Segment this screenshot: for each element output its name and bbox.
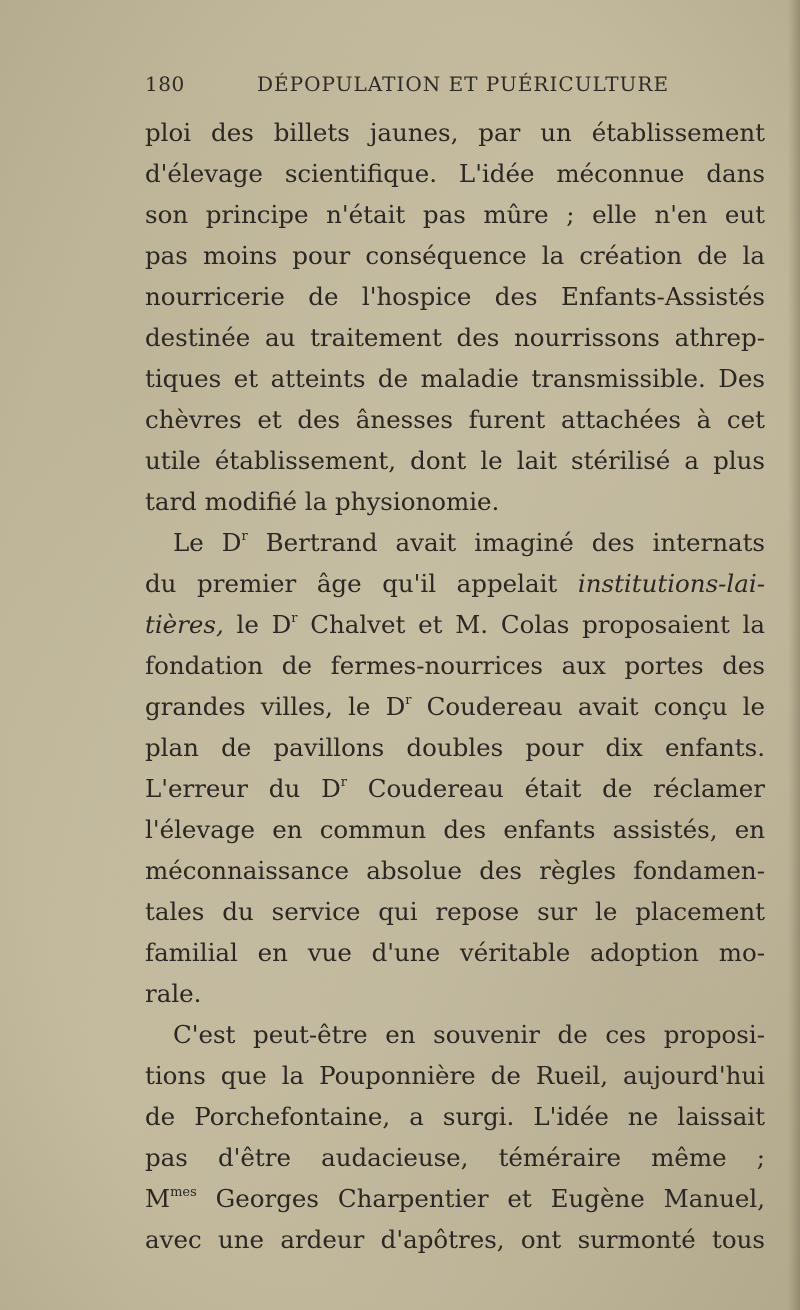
text-line: nourricerie de l'hospice des Enfants-Assistés (145, 282, 765, 311)
text-run: L'erreur du D (145, 774, 341, 803)
text-line: C'est peut-être en souvenir de ces proposi- (173, 1020, 765, 1049)
page-number: 180 (145, 72, 185, 96)
text-line: avec une ardeur d'apôtres, ont surmonté tous (145, 1225, 765, 1254)
text-run: Georges Charpentier et Eugène Manuel, (196, 1184, 765, 1213)
text-line: méconnaissance absolue des règles fondamen- (145, 856, 765, 885)
text-run: du premier âge qu'il appelait (145, 569, 578, 598)
superscript: r (405, 693, 412, 708)
superscript: mes (170, 1185, 197, 1200)
text-run: Coudereau était de réclamer (346, 774, 765, 803)
text-line: pas moins pour conséquence la création de la (145, 241, 765, 270)
text-line: tales du service qui repose sur le placement (145, 897, 765, 926)
text-line: utile établissement, dont le lait stérilisé a plus (145, 446, 765, 475)
text-line: rale. (145, 979, 202, 1008)
superscript: r (291, 611, 298, 626)
text-line: destinée au traitement des nourrissons athrep- (145, 323, 765, 352)
text-line: fondation de fermes-nourrices aux portes des (145, 651, 765, 680)
text-run: M (145, 1184, 171, 1213)
text-line: l'élevage en commun des enfants assistés, en (145, 815, 765, 844)
text-line: tions que la Pouponnière de Rueil, aujourd'hui (145, 1061, 765, 1090)
text-line: tard modifié la physionomie. (145, 487, 500, 516)
text-line (145, 686, 765, 727)
text-run: Coudereau avait conçu le (411, 692, 765, 721)
running-title: DÉPOPULATION ET PUÉRICULTURE (257, 72, 670, 96)
text-line: ploi des billets jaunes, par un établissement (145, 118, 765, 147)
italic-text: tières, (145, 610, 224, 639)
text-line (145, 1178, 765, 1219)
text-line: plan de pavillons doubles pour dix enfants. (145, 733, 765, 762)
text-line: familial en vue d'une véritable adoption mo- (145, 938, 765, 967)
text-line (145, 563, 765, 604)
text-line (145, 768, 765, 809)
text-run: Chalvet et M. Colas proposaient la (297, 610, 765, 639)
superscript: r (241, 529, 248, 544)
text-line: tiques et atteints de maladie transmissible. Des (145, 364, 765, 393)
italic-text: institutions-lai- (577, 569, 765, 598)
superscript: r (340, 775, 347, 790)
text-line: d'élevage scientifique. L'idée méconnue dans (145, 159, 765, 188)
text-line (145, 604, 765, 645)
text-run: Le D (173, 528, 242, 557)
body-text (145, 112, 765, 1260)
page-edge-shadow (788, 0, 800, 1310)
text-line: pas d'être audacieuse, téméraire même ; (145, 1143, 765, 1172)
text-run: le D (223, 610, 292, 639)
text-line: de Porchefontaine, a surgi. L'idée ne laissait (145, 1102, 765, 1131)
text-line (145, 522, 765, 563)
text-line: son principe n'était pas mûre ; elle n'en eut (145, 200, 765, 229)
text-run: Bertrand avait imaginé des internats (247, 528, 766, 557)
text-line: chèvres et des ânesses furent attachées à cet (145, 405, 765, 434)
running-head (145, 72, 765, 106)
text-run: grandes villes, le D (145, 692, 406, 721)
